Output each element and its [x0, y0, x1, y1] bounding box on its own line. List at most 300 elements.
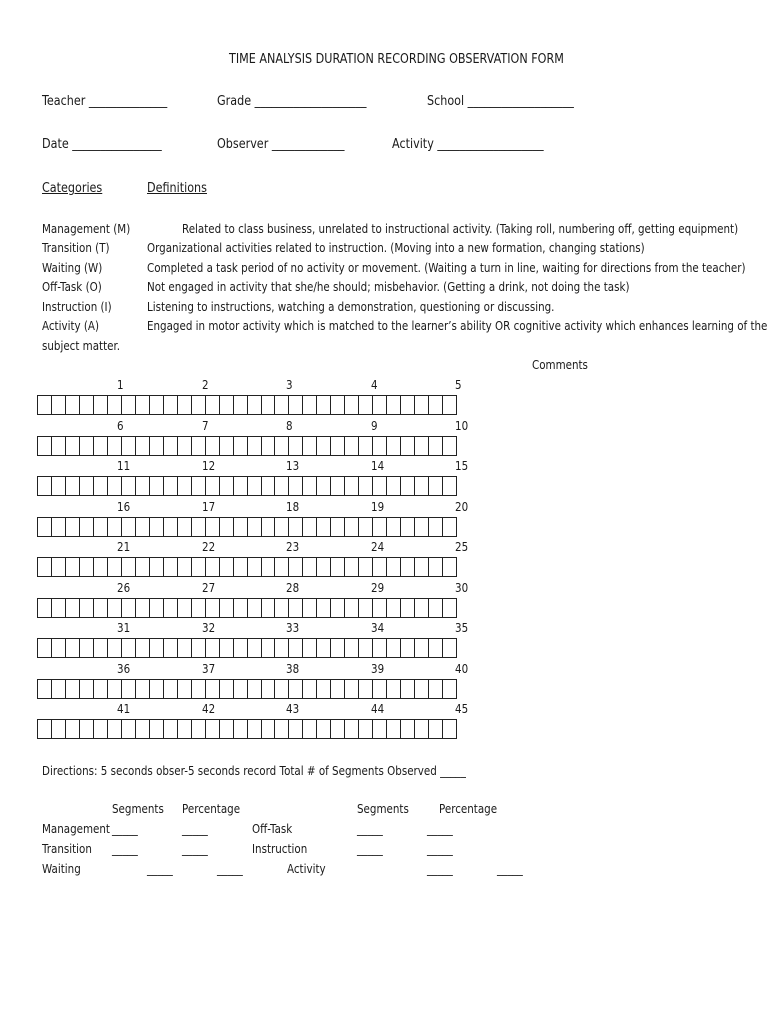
grid-cell[interactable] [37, 436, 52, 456]
grid-cell[interactable] [248, 436, 262, 456]
grid-cell[interactable] [220, 679, 234, 699]
grid-cell[interactable] [289, 598, 303, 618]
grid-cell[interactable] [192, 557, 206, 577]
grid-cell[interactable] [108, 598, 122, 618]
grid-cell[interactable] [206, 436, 220, 456]
grid-cell[interactable] [80, 436, 94, 456]
grid-cell[interactable] [401, 679, 415, 699]
grid-cell[interactable] [108, 476, 122, 496]
grid-cell[interactable] [331, 395, 345, 415]
instruction-percentage-blank[interactable]: _____ [427, 842, 453, 856]
segment-number-label: 29 [371, 580, 385, 595]
grid-cell[interactable] [94, 557, 108, 577]
grid-cell[interactable] [164, 598, 178, 618]
grid-cell[interactable] [206, 679, 220, 699]
grid-cell[interactable] [108, 679, 122, 699]
grid-cell[interactable] [317, 679, 331, 699]
waiting-percentage-blank[interactable]: _____ [217, 862, 243, 876]
grid-cell[interactable] [136, 517, 150, 537]
grid-cell[interactable] [331, 557, 345, 577]
grid-cell[interactable] [94, 395, 108, 415]
grid-cell[interactable] [317, 517, 331, 537]
grid-cell[interactable] [359, 395, 373, 415]
grid-cell[interactable] [164, 719, 178, 739]
grid-cell[interactable] [234, 638, 248, 658]
grid-cell[interactable] [387, 679, 401, 699]
grid-cell[interactable] [192, 436, 206, 456]
grid-cell[interactable] [122, 476, 136, 496]
grid-cell[interactable] [52, 638, 66, 658]
grid-cell[interactable] [331, 436, 345, 456]
category-label: Waiting (W) [42, 261, 103, 275]
grid-cell[interactable] [373, 517, 387, 537]
grid-cell[interactable] [37, 517, 52, 537]
grid-cell[interactable] [443, 395, 457, 415]
offtask-percentage-blank[interactable]: _____ [427, 822, 453, 836]
grid-cell[interactable] [136, 598, 150, 618]
grid-cell[interactable] [262, 436, 276, 456]
segment-number-label: 22 [202, 540, 216, 554]
grid-cell[interactable] [401, 598, 415, 618]
grid-cell[interactable] [52, 395, 66, 415]
grid-cell[interactable] [234, 517, 248, 537]
grid-cell[interactable] [192, 638, 206, 658]
grid-cell[interactable] [401, 476, 415, 496]
grid-cell[interactable] [206, 476, 220, 496]
segment-number-label: 38 [286, 661, 300, 676]
grid-cell[interactable] [136, 719, 150, 739]
grid-cell[interactable] [37, 557, 52, 577]
grid-cell[interactable] [108, 517, 122, 537]
grid-cell[interactable] [248, 517, 262, 537]
grid-cell[interactable] [387, 638, 401, 658]
grid-cell[interactable] [220, 598, 234, 618]
grid-cell[interactable] [373, 395, 387, 415]
grid-cell[interactable] [164, 679, 178, 699]
grid-cell[interactable] [387, 395, 401, 415]
grid-cell[interactable] [303, 719, 317, 739]
grid-cell[interactable] [289, 476, 303, 496]
grid-cell[interactable] [275, 395, 289, 415]
grid-cell[interactable] [248, 395, 262, 415]
grid-cell[interactable] [52, 476, 66, 496]
grid-cell[interactable] [192, 719, 206, 739]
grid-cell[interactable] [80, 638, 94, 658]
grid-cell[interactable] [234, 598, 248, 618]
grid-cell[interactable] [317, 598, 331, 618]
grid-cell[interactable] [94, 598, 108, 618]
grid-row [37, 719, 457, 739]
grade-field[interactable]: Grade ____________________ [217, 94, 367, 109]
grid-cell[interactable] [80, 476, 94, 496]
grid-cell[interactable] [359, 476, 373, 496]
grid-cell[interactable] [275, 638, 289, 658]
grid-cell[interactable] [345, 395, 359, 415]
grid-cell[interactable] [122, 395, 136, 415]
grid-cell[interactable] [94, 638, 108, 658]
grid-cell[interactable] [248, 679, 262, 699]
grid-cell[interactable] [443, 638, 457, 658]
grid-cell[interactable] [37, 719, 52, 739]
grid-cell[interactable] [331, 517, 345, 537]
grid-cell[interactable] [66, 395, 80, 415]
grid-cell[interactable] [192, 476, 206, 496]
grid-cell[interactable] [415, 557, 429, 577]
grid-cell[interactable] [373, 557, 387, 577]
grid-cell[interactable] [373, 476, 387, 496]
grid-cell[interactable] [415, 517, 429, 537]
grid-cell[interactable] [401, 436, 415, 456]
grid-cell[interactable] [331, 638, 345, 658]
grid-cell[interactable] [345, 436, 359, 456]
grid-cell[interactable] [248, 598, 262, 618]
grid-cell[interactable] [415, 679, 429, 699]
waiting-segments-blank[interactable]: _____ [147, 862, 173, 876]
grid-cell[interactable] [136, 638, 150, 658]
grid-cell[interactable] [66, 638, 80, 658]
grid-cell[interactable] [234, 436, 248, 456]
observer-field[interactable]: Observer _____________ [217, 137, 345, 152]
grid-cell[interactable] [443, 436, 457, 456]
grid-cell[interactable] [289, 638, 303, 658]
grid-cell[interactable] [289, 395, 303, 415]
grid-cell[interactable] [122, 517, 136, 537]
grid-cell[interactable] [164, 517, 178, 537]
transition-segments-blank[interactable]: _____ [112, 842, 138, 856]
teacher-field[interactable]: Teacher ______________ [42, 94, 168, 109]
grid-cell[interactable] [234, 719, 248, 739]
grid-cell[interactable] [289, 557, 303, 577]
grid-cell[interactable] [220, 517, 234, 537]
grid-cell[interactable] [443, 598, 457, 618]
grid-cell[interactable] [206, 638, 220, 658]
management-segments-blank[interactable]: _____ [112, 822, 138, 836]
grid-cell[interactable] [122, 436, 136, 456]
grid-cell[interactable] [220, 638, 234, 658]
grid-cell[interactable] [192, 517, 206, 537]
grid-cell[interactable] [275, 476, 289, 496]
grid-cell[interactable] [345, 598, 359, 618]
grid-cell[interactable] [66, 436, 80, 456]
grid-cell[interactable] [66, 598, 80, 618]
grid-cell[interactable] [373, 638, 387, 658]
grid-cell[interactable] [289, 719, 303, 739]
grid-cell[interactable] [317, 719, 331, 739]
grid-cell[interactable] [80, 517, 94, 537]
grid-cell[interactable] [52, 598, 66, 618]
grid-cell[interactable] [429, 395, 443, 415]
grid-cell[interactable] [150, 476, 164, 496]
grid-cell[interactable] [66, 517, 80, 537]
grid-cell[interactable] [262, 395, 276, 415]
grid-row [37, 517, 457, 537]
grid-cell[interactable] [387, 517, 401, 537]
grid-cell[interactable] [150, 679, 164, 699]
grid-cell[interactable] [178, 517, 192, 537]
grid-cell[interactable] [303, 395, 317, 415]
date-field[interactable]: Date ________________ [42, 137, 162, 152]
grid-cell[interactable] [192, 679, 206, 699]
grid-cell[interactable] [94, 719, 108, 739]
grid-cell[interactable] [178, 638, 192, 658]
grid-cell[interactable] [401, 638, 415, 658]
grid-cell[interactable] [359, 517, 373, 537]
grid-cell[interactable] [401, 517, 415, 537]
grid-cell[interactable] [206, 557, 220, 577]
grid-cell[interactable] [345, 517, 359, 537]
grid-cell[interactable] [429, 679, 443, 699]
grid-cell[interactable] [443, 679, 457, 699]
grid-cell[interactable] [275, 679, 289, 699]
grid-cell[interactable] [150, 557, 164, 577]
grid-cell[interactable] [401, 719, 415, 739]
grid-cell[interactable] [150, 517, 164, 537]
grid-cell[interactable] [220, 557, 234, 577]
grid-cell[interactable] [317, 557, 331, 577]
grid-cell[interactable] [136, 436, 150, 456]
grid-cell[interactable] [80, 395, 94, 415]
grid-cell[interactable] [415, 476, 429, 496]
grid-cell[interactable] [429, 476, 443, 496]
grid-cell[interactable] [387, 557, 401, 577]
grid-cell[interactable] [429, 436, 443, 456]
grid-cell[interactable] [248, 476, 262, 496]
grid-cell[interactable] [262, 719, 276, 739]
grid-cell[interactable] [429, 517, 443, 537]
grid-cell[interactable] [122, 679, 136, 699]
grid-cell[interactable] [429, 719, 443, 739]
grid-cell[interactable] [66, 476, 80, 496]
grid-cell[interactable] [387, 719, 401, 739]
activity-percentage-blank[interactable]: _____ [497, 862, 523, 876]
grid-cell[interactable] [275, 517, 289, 537]
grid-cell[interactable] [275, 436, 289, 456]
school-field[interactable]: School ___________________ [427, 94, 574, 109]
grid-cell[interactable] [415, 638, 429, 658]
segment-number-label: 13 [286, 459, 300, 473]
grid-cell[interactable] [443, 476, 457, 496]
grid-cell[interactable] [234, 395, 248, 415]
grid-cell[interactable] [401, 395, 415, 415]
grid-cell[interactable] [66, 679, 80, 699]
grid-cell[interactable] [331, 476, 345, 496]
grid-cell[interactable] [373, 598, 387, 618]
grid-cell[interactable] [303, 557, 317, 577]
grid-cell[interactable] [359, 436, 373, 456]
activity-field[interactable]: Activity ___________________ [392, 137, 544, 152]
grid-cell[interactable] [150, 638, 164, 658]
offtask-segments-blank[interactable]: _____ [357, 822, 383, 836]
grid-cell[interactable] [80, 719, 94, 739]
grid-cell[interactable] [415, 598, 429, 618]
grid-cell[interactable] [289, 679, 303, 699]
definition-continuation: subject matter. [42, 339, 121, 353]
grid-cell[interactable] [359, 679, 373, 699]
grid-cell[interactable] [178, 557, 192, 577]
grid-cell[interactable] [429, 557, 443, 577]
grid-cell[interactable] [150, 436, 164, 456]
grid-cell[interactable] [178, 436, 192, 456]
grid-cell[interactable] [220, 395, 234, 415]
transition-percentage-blank[interactable]: _____ [182, 842, 208, 856]
grid-cell[interactable] [262, 557, 276, 577]
grid-cell[interactable] [37, 476, 52, 496]
grid-cell[interactable] [150, 598, 164, 618]
grid-cell[interactable] [373, 436, 387, 456]
grid-cell[interactable] [359, 638, 373, 658]
grid-cell[interactable] [37, 679, 52, 699]
grid-cell[interactable] [443, 719, 457, 739]
grid-cell[interactable] [122, 598, 136, 618]
grid-cell[interactable] [429, 638, 443, 658]
grid-cell[interactable] [178, 476, 192, 496]
grid-cell[interactable] [303, 598, 317, 618]
grid-cell[interactable] [401, 557, 415, 577]
grid-cell[interactable] [108, 557, 122, 577]
grid-cell[interactable] [345, 476, 359, 496]
grid-cell[interactable] [345, 679, 359, 699]
grid-cell[interactable] [331, 679, 345, 699]
grid-cell[interactable] [122, 719, 136, 739]
grid-cell[interactable] [359, 719, 373, 739]
grid-cell[interactable] [52, 517, 66, 537]
grid-cell[interactable] [289, 517, 303, 537]
grid-cell[interactable] [52, 679, 66, 699]
grid-cell[interactable] [262, 598, 276, 618]
grid-cell[interactable] [136, 557, 150, 577]
grid-cell[interactable] [80, 598, 94, 618]
grid-cell[interactable] [415, 436, 429, 456]
grid-cell[interactable] [303, 679, 317, 699]
grid-cell[interactable] [37, 638, 52, 658]
grid-cell[interactable] [206, 719, 220, 739]
grid-cell[interactable] [37, 395, 52, 415]
grid-cell[interactable] [178, 719, 192, 739]
grid-cell[interactable] [234, 476, 248, 496]
segment-number-label: 12 [202, 459, 216, 473]
grid-cell[interactable] [108, 719, 122, 739]
grid-cell[interactable] [66, 557, 80, 577]
grid-cell[interactable] [164, 557, 178, 577]
grid-cell[interactable] [443, 517, 457, 537]
grid-cell[interactable] [80, 557, 94, 577]
grid-cell[interactable] [150, 719, 164, 739]
grid-cell[interactable] [345, 557, 359, 577]
grid-cell[interactable] [206, 517, 220, 537]
grid-cell[interactable] [317, 638, 331, 658]
grid-cell[interactable] [303, 476, 317, 496]
grid-cell[interactable] [387, 598, 401, 618]
grid-cell[interactable] [262, 679, 276, 699]
grid-cell[interactable] [248, 719, 262, 739]
grid-cell[interactable] [94, 436, 108, 456]
grid-cell[interactable] [373, 719, 387, 739]
grid-cell[interactable] [248, 557, 262, 577]
grid-cell[interactable] [359, 598, 373, 618]
grid-cell[interactable] [415, 719, 429, 739]
segment-number-label: 17 [202, 499, 216, 514]
grid-cell[interactable] [192, 598, 206, 618]
grid-cell[interactable] [192, 395, 206, 415]
grid-cell[interactable] [289, 436, 303, 456]
activity-segments-blank[interactable]: _____ [427, 862, 453, 876]
grid-cell[interactable] [345, 719, 359, 739]
instruction-segments-blank[interactable]: _____ [357, 842, 383, 856]
grid-cell[interactable] [122, 638, 136, 658]
grid-cell[interactable] [94, 476, 108, 496]
grid-cell[interactable] [37, 598, 52, 618]
grid-cell[interactable] [387, 436, 401, 456]
grid-cell[interactable] [248, 638, 262, 658]
grid-cell[interactable] [178, 598, 192, 618]
grid-cell[interactable] [108, 638, 122, 658]
grid-cell[interactable] [303, 436, 317, 456]
grid-cell[interactable] [275, 719, 289, 739]
grid-cell[interactable] [345, 638, 359, 658]
grid-cell[interactable] [136, 679, 150, 699]
grid-cell[interactable] [150, 395, 164, 415]
grid-cell[interactable] [317, 476, 331, 496]
grid-cell[interactable] [443, 557, 457, 577]
grid-cell[interactable] [206, 598, 220, 618]
grid-cell[interactable] [262, 638, 276, 658]
grid-cell[interactable] [220, 719, 234, 739]
directions-text: Directions: 5 seconds obser-5 seconds record Total # of Segments Observed _____ [42, 764, 466, 778]
grid-cell[interactable] [429, 598, 443, 618]
grid-cell[interactable] [52, 436, 66, 456]
grid-cell[interactable] [164, 476, 178, 496]
grid-cell[interactable] [66, 719, 80, 739]
grid-cell[interactable] [317, 395, 331, 415]
grid-cell[interactable] [122, 557, 136, 577]
grid-cell[interactable] [262, 517, 276, 537]
percentage-header: Percentage [439, 802, 498, 816]
grid-cell[interactable] [178, 395, 192, 415]
grid-cell[interactable] [275, 598, 289, 618]
grid-cell[interactable] [164, 638, 178, 658]
grid-cell[interactable] [275, 557, 289, 577]
grid-cell[interactable] [415, 395, 429, 415]
grid-cell[interactable] [331, 719, 345, 739]
grid-cell[interactable] [80, 679, 94, 699]
grid-cell[interactable] [331, 598, 345, 618]
grid-cell[interactable] [303, 638, 317, 658]
grid-cell[interactable] [373, 679, 387, 699]
grid-cell[interactable] [108, 436, 122, 456]
grid-cell[interactable] [136, 395, 150, 415]
grid-cell[interactable] [52, 557, 66, 577]
management-percentage-blank[interactable]: _____ [182, 822, 208, 836]
grid-cell[interactable] [178, 679, 192, 699]
grid-cell[interactable] [359, 557, 373, 577]
grid-cell[interactable] [94, 517, 108, 537]
grid-cell[interactable] [234, 679, 248, 699]
grid-cell[interactable] [94, 679, 108, 699]
grid-cell[interactable] [387, 476, 401, 496]
grid-cell[interactable] [164, 436, 178, 456]
grid-cell[interactable] [234, 557, 248, 577]
grid-cell[interactable] [52, 719, 66, 739]
grid-cell[interactable] [220, 436, 234, 456]
grid-cell[interactable] [317, 436, 331, 456]
grid-cell[interactable] [262, 476, 276, 496]
grid-cell[interactable] [220, 476, 234, 496]
grid-cell[interactable] [206, 395, 220, 415]
grid-cell[interactable] [136, 476, 150, 496]
grid-cell[interactable] [303, 517, 317, 537]
grid-cell[interactable] [164, 395, 178, 415]
grid-cell[interactable] [108, 395, 122, 415]
